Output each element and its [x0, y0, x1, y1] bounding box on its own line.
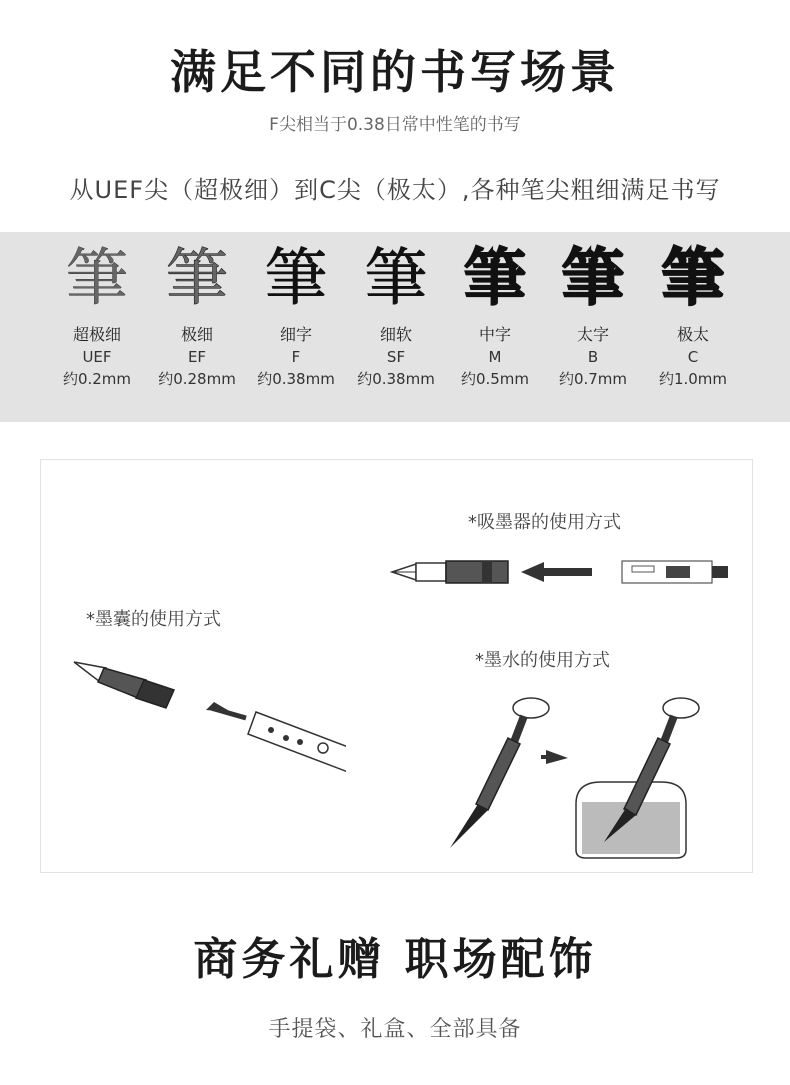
nib-sample-glyph: 筆 — [463, 241, 526, 314]
cartridge-illustration — [66, 650, 346, 790]
nib-sample-glyph: 筆 — [165, 241, 228, 314]
nib-column — [445, 232, 545, 390]
nib-column — [543, 232, 643, 390]
bottle-illustration — [436, 690, 736, 865]
nib-sample-glyph: 筆 — [661, 241, 724, 314]
nib-sample-glyph: 筆 — [561, 241, 624, 314]
converter-caption: *吸墨器的使用方式 — [468, 512, 621, 533]
nib-size: 约0.28mm — [158, 370, 236, 388]
nib-size: 约0.5mm — [460, 370, 530, 388]
nib-code: C — [687, 348, 699, 366]
page-subtitle: F尖相当于0.38日常中性笔的书写 — [269, 115, 521, 135]
nib-sample-glyph: 筆 — [264, 241, 327, 314]
nib-column — [47, 232, 147, 390]
nib-column — [147, 232, 247, 390]
nib-sample-glyph: 筆 — [65, 241, 128, 314]
nib-name: 细字 — [279, 325, 312, 344]
nib-name: 极太 — [676, 325, 709, 344]
nib-code: B — [587, 348, 599, 366]
nib-name: 中字 — [478, 325, 511, 344]
nib-size: 约0.7mm — [558, 370, 628, 388]
nib-size: 约0.2mm — [62, 370, 132, 388]
nib-column — [643, 232, 743, 390]
nib-size: 约0.38mm — [357, 370, 435, 388]
converter-illustration — [386, 550, 731, 590]
nib-code: M — [488, 348, 502, 366]
filling-methods-panel — [40, 459, 753, 873]
nib-name: 细软 — [379, 325, 412, 344]
nib-size: 约0.38mm — [257, 370, 335, 388]
nib-code: EF — [187, 348, 207, 366]
nib-comparison-band — [0, 232, 790, 422]
nib-code: F — [291, 348, 301, 366]
section-subtitle: 手提袋、礼盒、全部具备 — [268, 1017, 522, 1042]
nib-range-description: 从UEF尖（超极细）到C尖（极太）,各种笔尖粗细满足书写 — [69, 176, 721, 204]
nib-sample-glyph: 筆 — [364, 241, 427, 314]
section-title: 商务礼赠 职场配饰 — [193, 934, 597, 985]
nib-size: 约1.0mm — [658, 370, 728, 388]
bottle-caption: *墨水的使用方式 — [475, 650, 610, 671]
nib-name: 极细 — [180, 325, 213, 344]
nib-code: SF — [386, 348, 406, 366]
nib-name: 太字 — [576, 325, 609, 344]
cartridge-caption: *墨囊的使用方式 — [86, 609, 221, 630]
nib-code: UEF — [82, 348, 112, 366]
nib-column — [346, 232, 446, 390]
nib-column — [246, 232, 346, 390]
nib-name: 超极细 — [72, 325, 121, 344]
page-title: 满足不同的书写场景 — [170, 45, 620, 99]
